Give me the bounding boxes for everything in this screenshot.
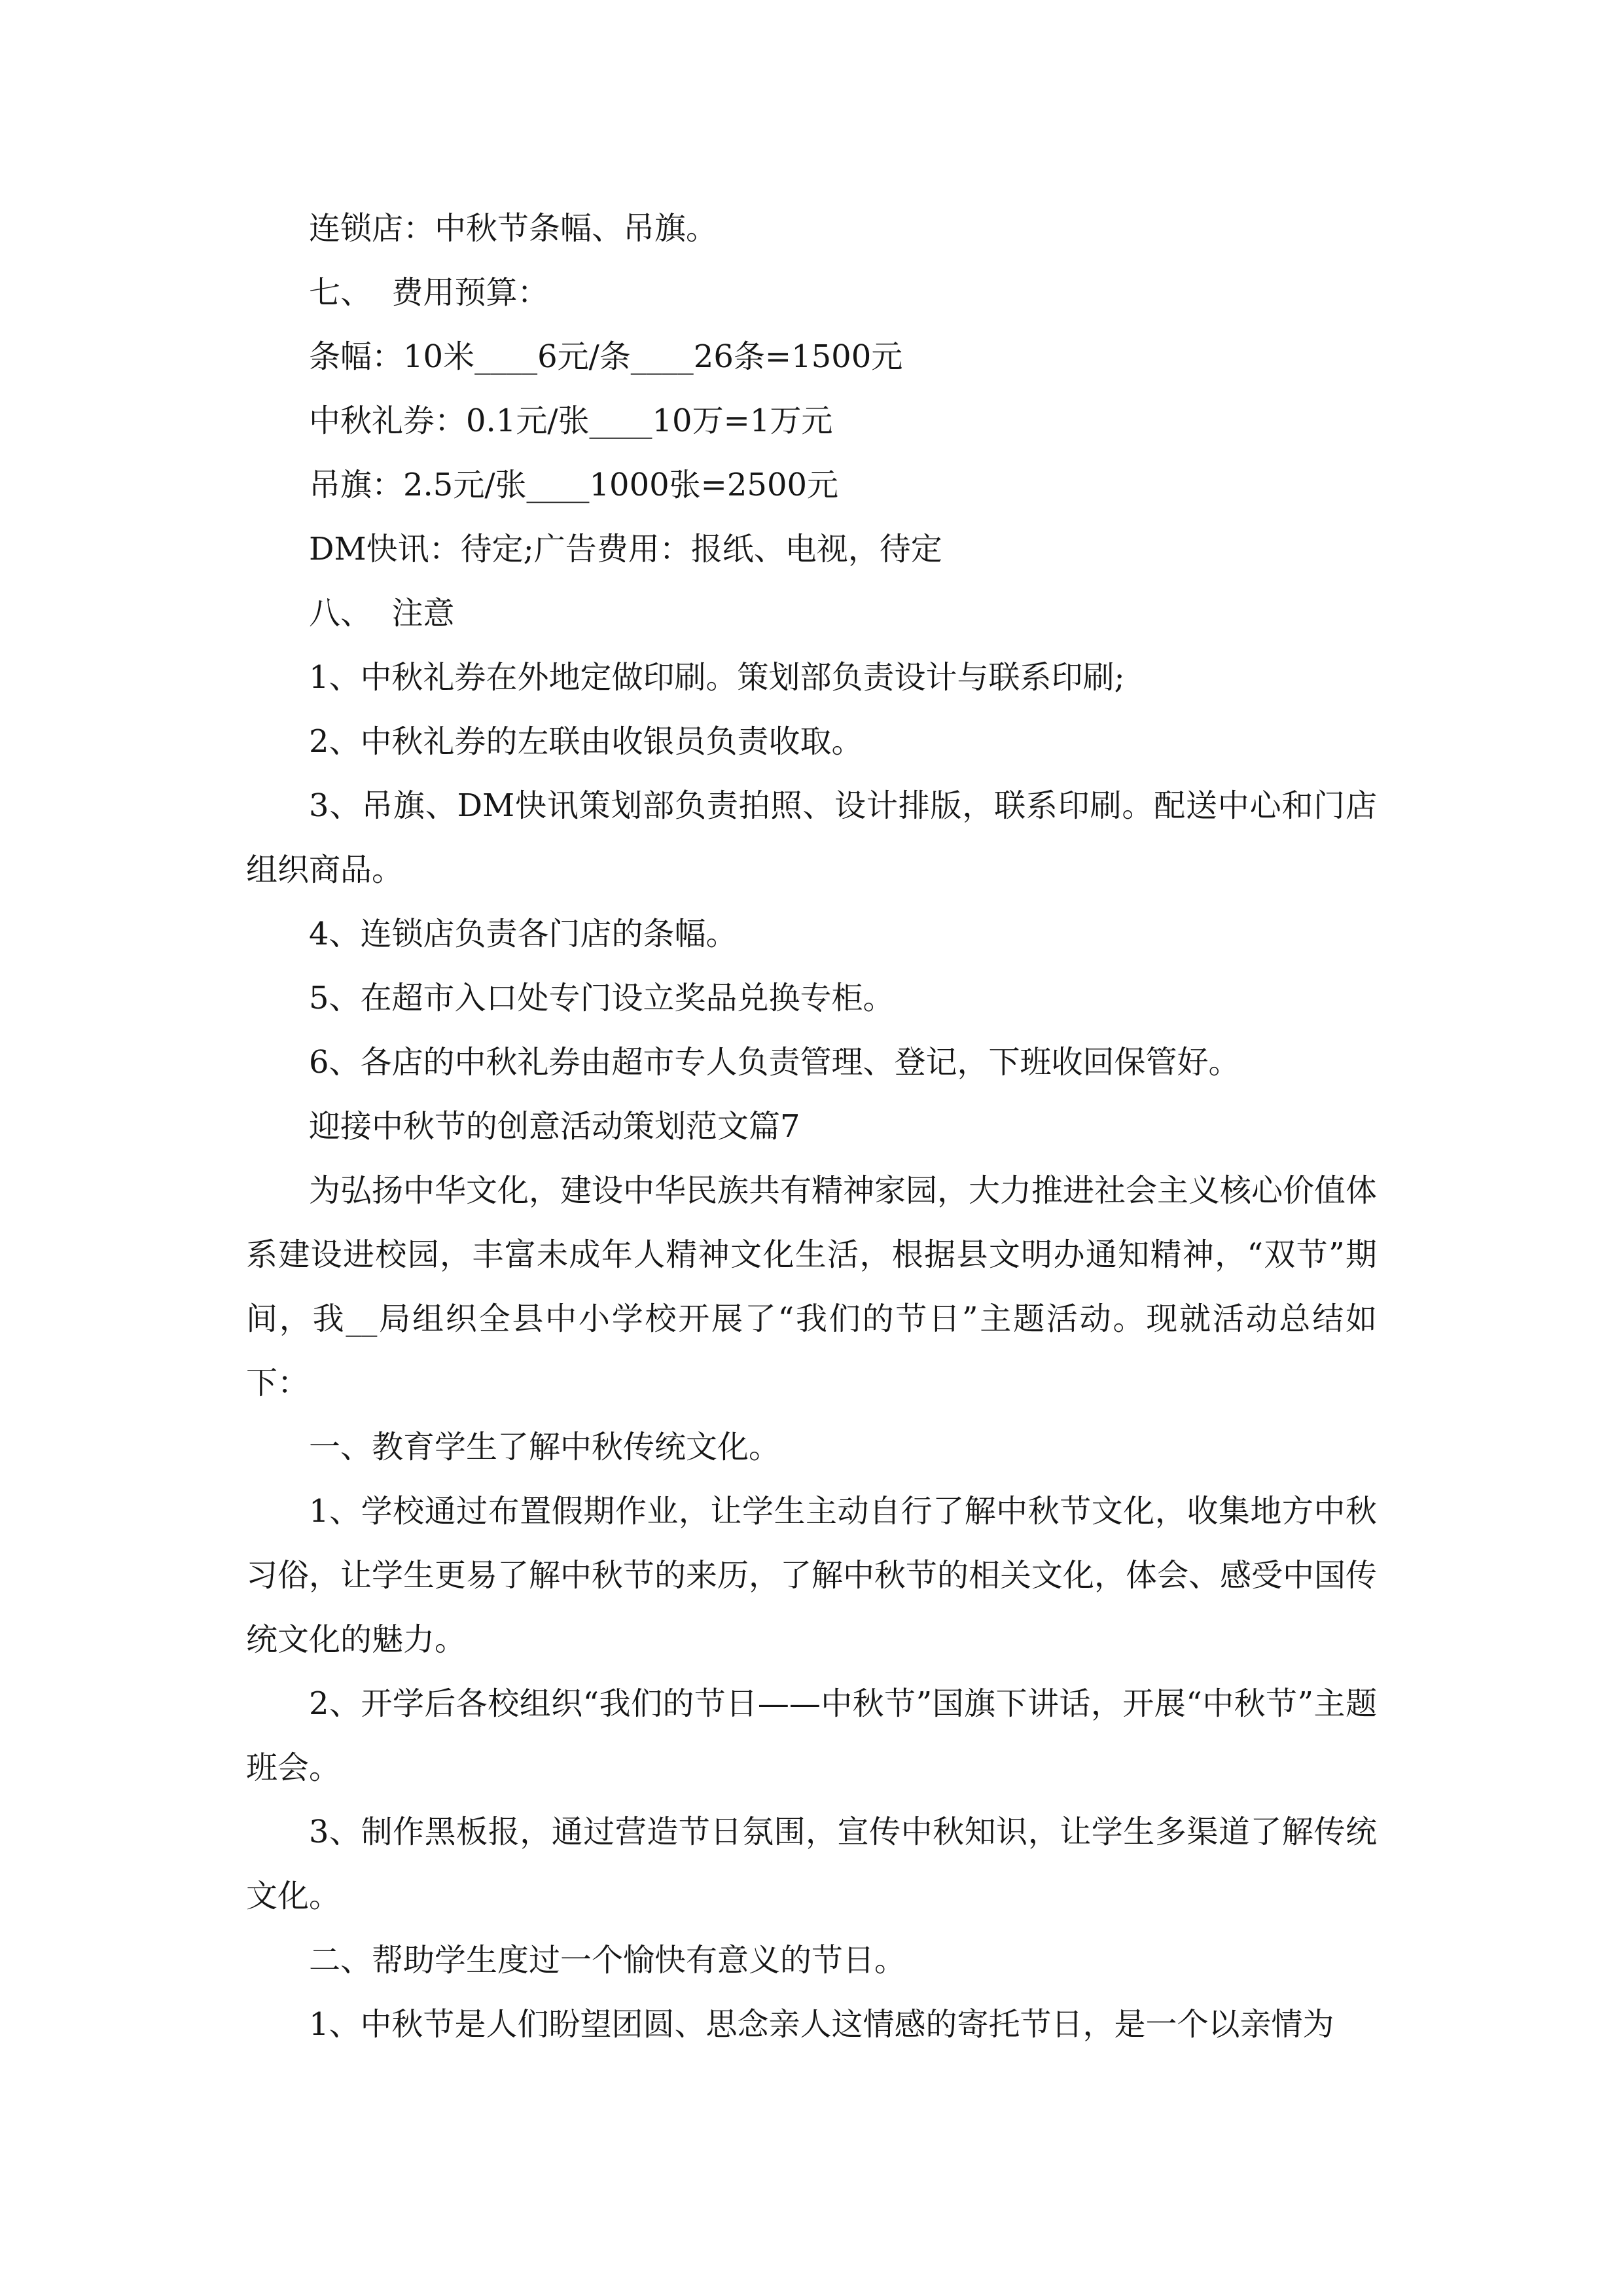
section-heading: 二、帮助学生度过一个愉快有意义的节日。 xyxy=(309,1942,906,1979)
article-title: 迎接中秋节的创意活动策划范文篇7 xyxy=(309,1108,800,1145)
paragraph: 连锁店：中秋节条幅、吊旗。 xyxy=(309,210,718,247)
paragraph: 1、学校通过布置假期作业，让学生主动自行了解中秋节文化，收集地方中秋习俗，让学生更易了解中秋节的来历，了解中秋节的相关文化，体会、感受中国传统文化的魅力。 xyxy=(246,1493,1378,1658)
paragraph: 3、制作黑板报，通过营造节日氛围，宣传中秋知识，让学生多渠道了解传统文化。 xyxy=(246,1814,1377,1914)
budget-item-voucher: 中秋礼券：0.1元/张____10万=1万元 xyxy=(309,403,833,439)
section-heading-budget: 七、 费用预算： xyxy=(309,274,549,311)
document-body xyxy=(246,196,1377,2056)
budget-item-dm-ads: DM快讯：待定;广告费用：报纸、电视，待定 xyxy=(309,531,942,567)
section-heading-notes: 八、 注意 xyxy=(309,595,455,632)
note-item: 4、连锁店负责各门店的条幅。 xyxy=(309,916,738,952)
note-item: 1、中秋礼券在外地定做印刷。策划部负责设计与联系印刷; xyxy=(309,659,1125,696)
note-item: 3、吊旗、DM快讯策划部负责拍照、设计排版，联系印刷。配送中心和门店组织商品。 xyxy=(246,787,1377,888)
paragraph: 2、开学后各校组织“我们的节日——中秋节”国旗下讲话，开展“中秋节”主题班会。 xyxy=(246,1685,1377,1786)
budget-item-banner: 条幅：10米____6元/条____26条=1500元 xyxy=(309,338,903,375)
section-heading: 一、教育学生了解中秋传统文化。 xyxy=(309,1429,781,1465)
paragraph: 1、中秋节是人们盼望团圆、思念亲人这情感的寄托节日，是一个以亲情为 xyxy=(309,2006,1334,2043)
paragraph: 为弘扬中华文化，建设中华民族共有精神家园，大力推进社会主义核心价值体系建设进校园，丰富未成年人精神文化生活，根据县文明办通知精神，“双节”期间，我__局组织全县中小学校开展了“我们的节日”主题活动。现就活动总结如下： xyxy=(246,1172,1378,1401)
budget-item-hanging-flag: 吊旗：2.5元/张____1000张=2500元 xyxy=(309,467,839,503)
note-item: 5、在超市入口处专门设立奖品兑换专柜。 xyxy=(309,980,895,1016)
note-item: 6、各店的中秋礼券由超市专人负责管理、登记，下班收回保管好。 xyxy=(309,1044,1240,1081)
note-item: 2、中秋礼券的左联由收银员负责收取。 xyxy=(309,723,863,760)
